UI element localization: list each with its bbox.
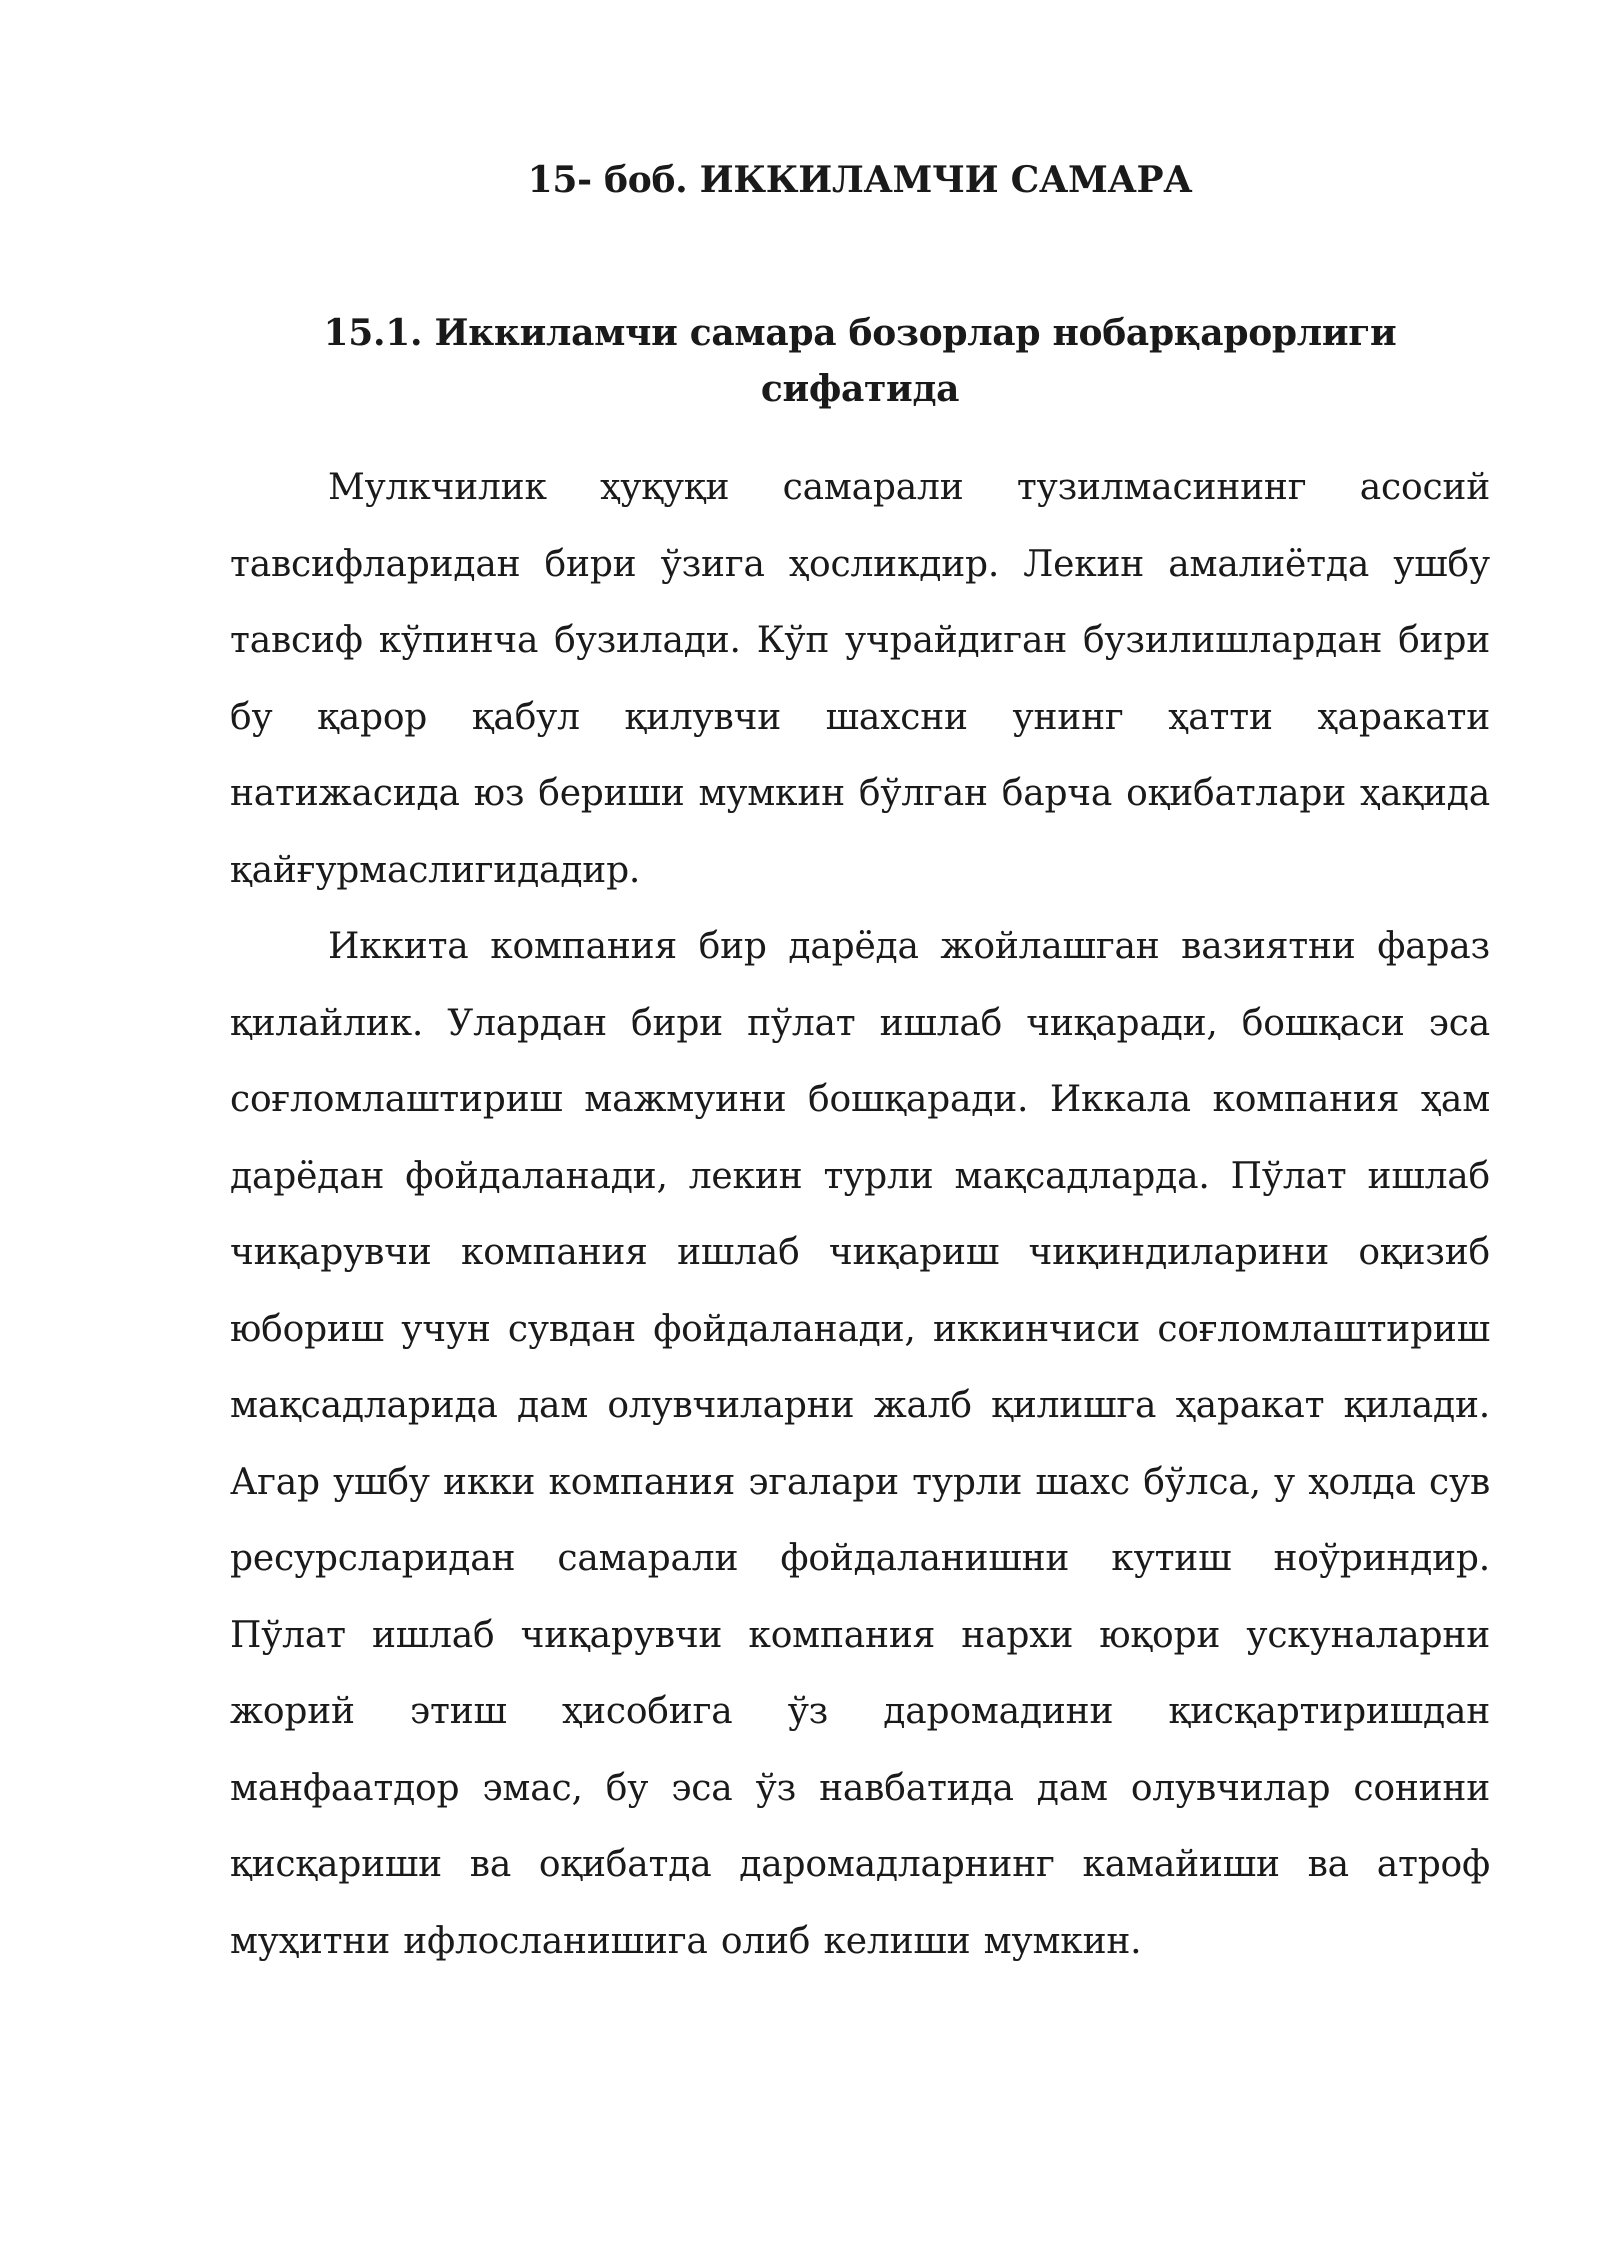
paragraph-2: Иккита компания бир дарёда жойлашган вазиятни фараз қилайлик. Улардан бири пўлат ишлаб чиқаради, бошқаси эса соғломлаштириш мажмуини бошқаради. Иккала компания ҳам дарёдан фойдаланади, лекин турли мақсадларда. Пўлат ишлаб чиқарувчи компания ишлаб чиқариш чиқиндиларини оқизиб юбориш учун сувдан фойдаланади, иккинчиси соғломлаштириш мақсадларида дам олувчиларни жалб қилишга ҳаракат қилади. Агар ушбу икки компания эгалари турли шахс бўлса, у ҳолда сув ресурсларидан самарали фойдаланишни кутиш ноўриндир. Пўлат ишлаб чиқарувчи компания нархи юқори ускуналарни жорий этиш ҳисобига ўз даромадини қисқартиришдан манфаатдор эмас, бу эса ўз навбатида дам олувчилар сонини қисқариши ва оқибатда даромадларнинг камайиши ва атроф муҳитни ифлосланишига олиб келиши мумкин. bbox=[230, 926, 1491, 1962]
paragraph-1: Мулкчилик ҳуқуқи самарали тузилмасининг асосий тавсифларидан бири ўзига ҳосликдир. Лекин амалиётда ушбу тавсиф кўпинча бузилади. Кўп учрайдиган бузилишлардан бири бу қарор қабул қилувчи шахсни унинг ҳатти ҳаракати натижасида юз бериши мумкин бўлган барча оқибатлари ҳақида қайғурмаслигидадир. bbox=[230, 467, 1490, 891]
body-text bbox=[230, 450, 1490, 1980]
section-title: 15.1. Иккиламчи самара бозорлар нобарқарорлиги сифатида bbox=[323, 312, 1397, 410]
chapter-title: 15- боб. ИККИЛАМЧИ САМАРА bbox=[527, 159, 1193, 201]
